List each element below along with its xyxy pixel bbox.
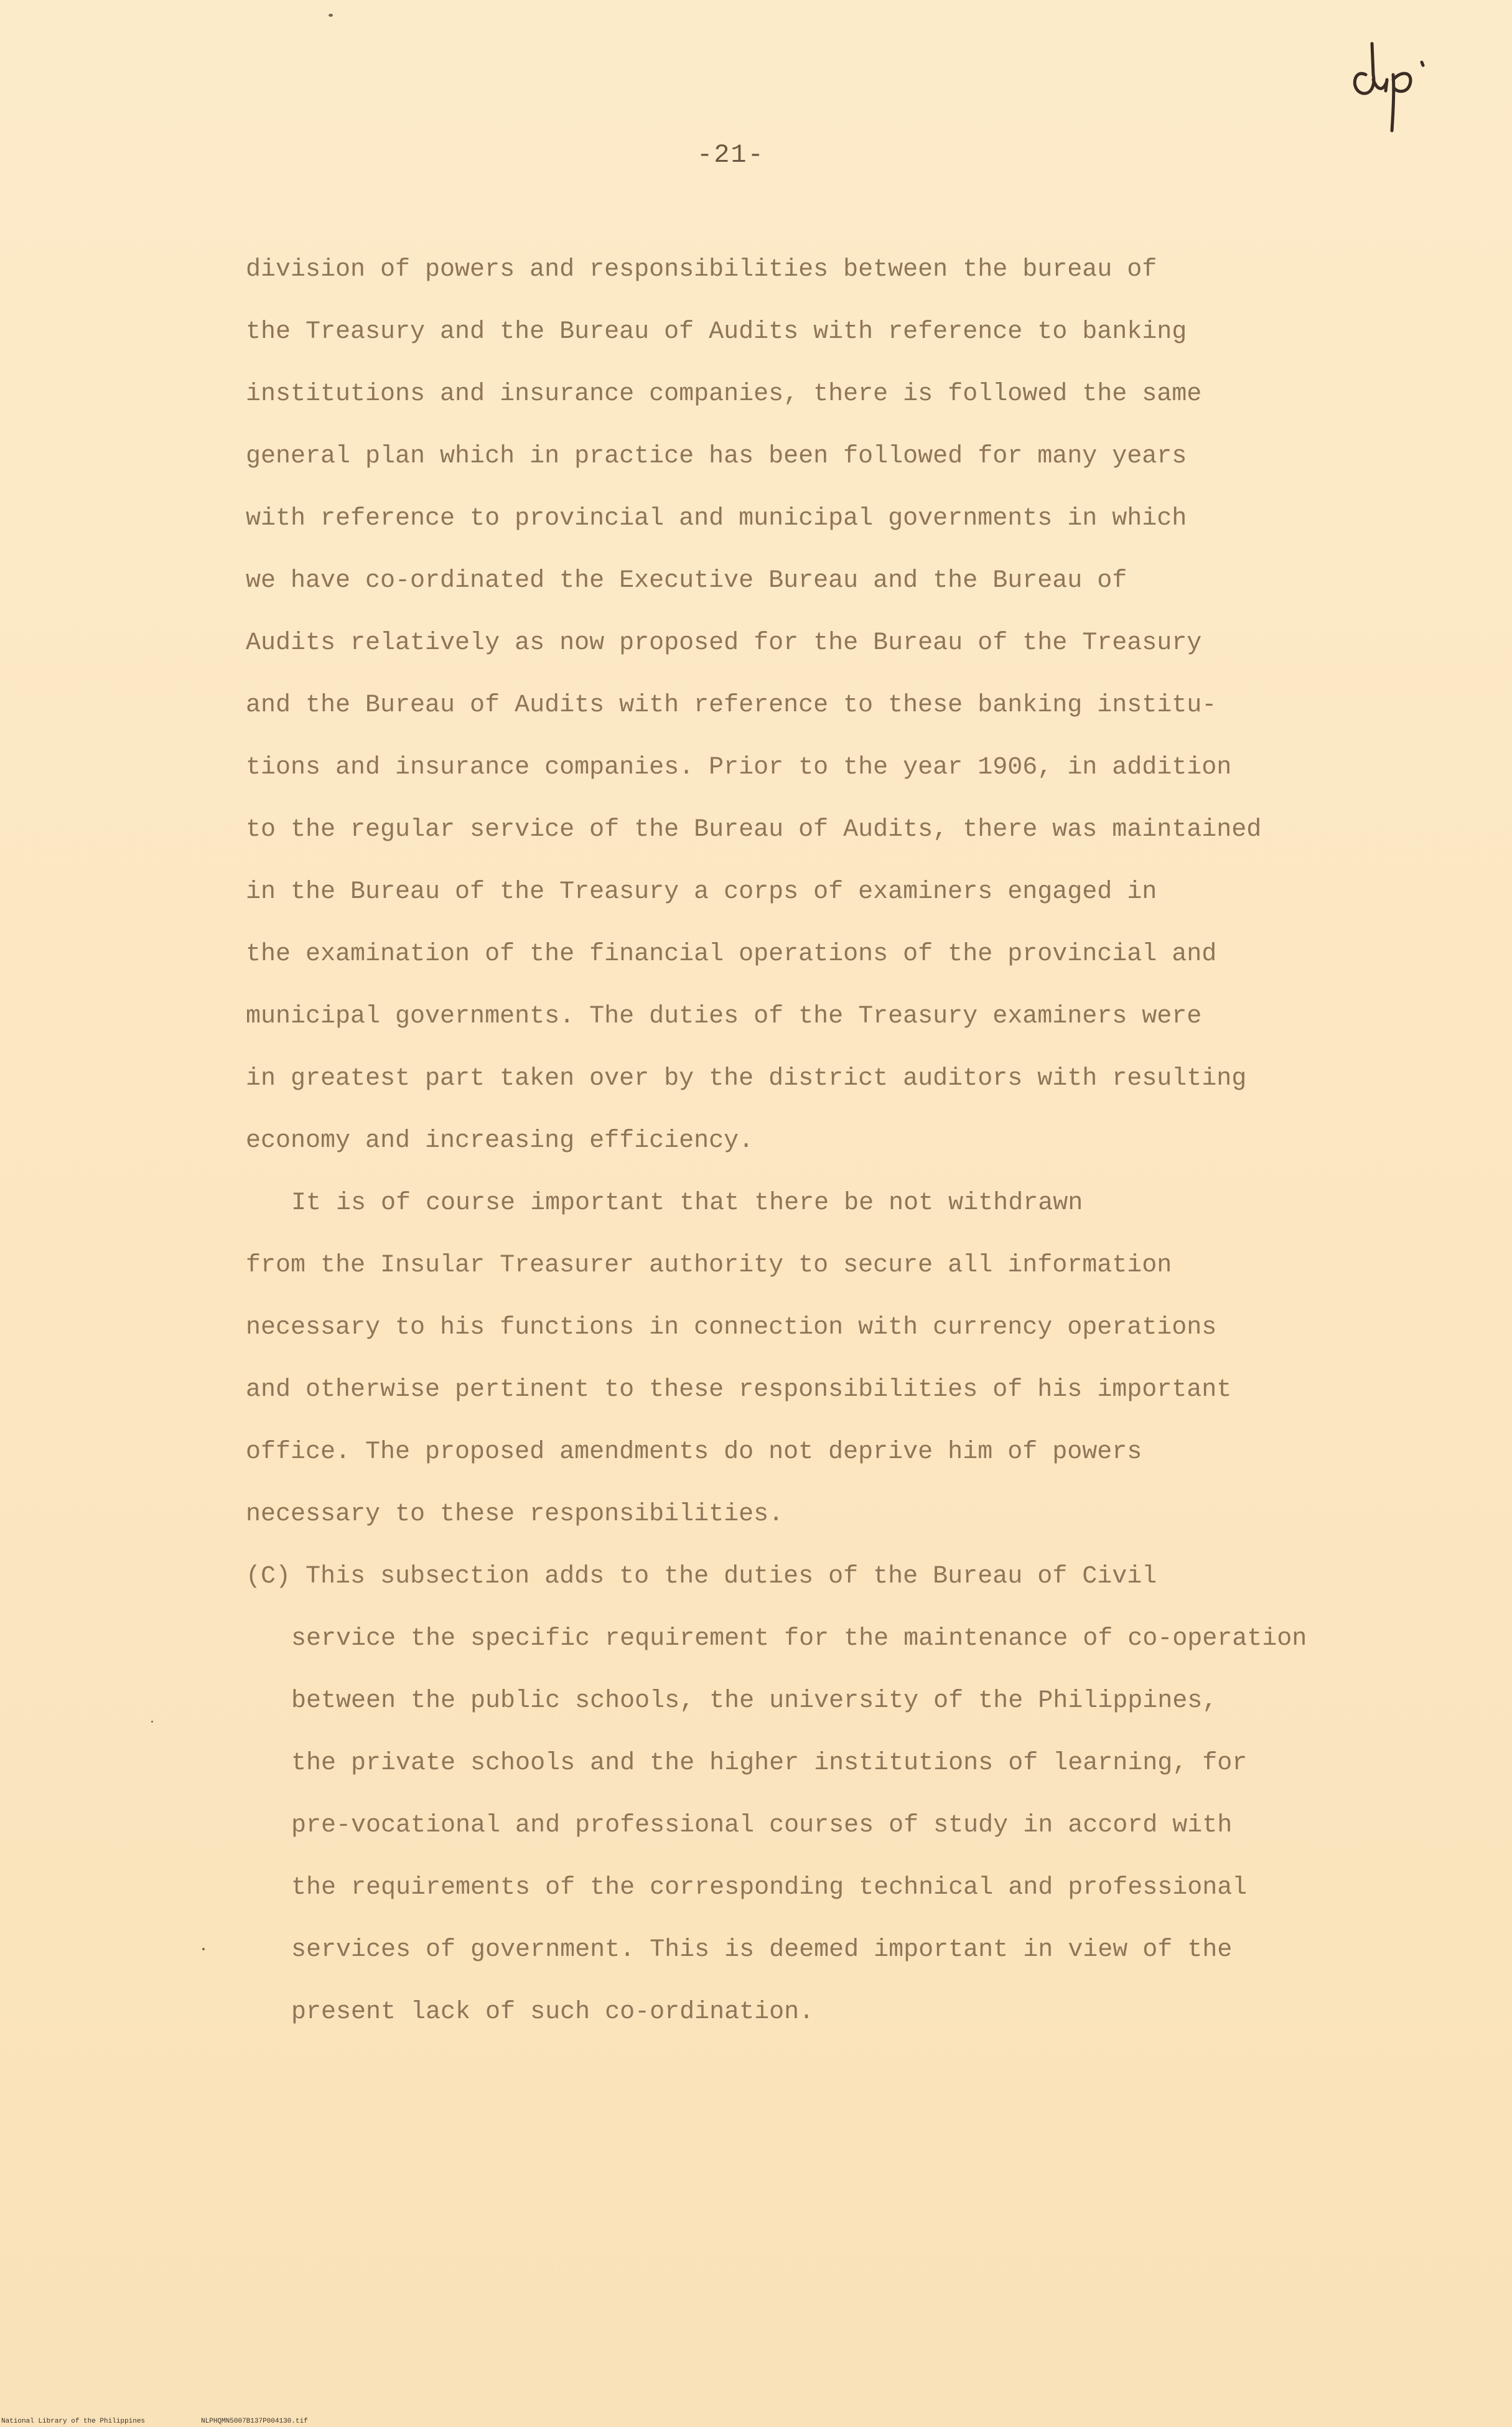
handwritten-dup-annotation — [1347, 31, 1434, 137]
text-line-11: in the Bureau of the Treasury a corps of examiners engaged in — [246, 878, 1157, 906]
text-line-18: necessary to his functions in connection with currency operations — [246, 1314, 1217, 1342]
text-line-9: tions and insurance companies. Prior to the year 1906, in addition — [246, 754, 1232, 782]
text-line-2: the Treasury and the Bureau of Audits with reference to banking — [246, 318, 1187, 346]
paper-speck — [329, 14, 333, 17]
text-line-16: It is of course important that there be not withdrawn — [291, 1189, 1083, 1217]
text-line-19: and otherwise pertinent to these responsibilities of his important — [246, 1376, 1232, 1404]
text-line-13: municipal governments. The duties of the Treasury examiners were — [246, 1003, 1202, 1031]
text-line-15: economy and increasing efficiency. — [246, 1127, 754, 1155]
text-line-8: and the Bureau of Audits with reference to these banking institu- — [246, 691, 1217, 719]
text-line-23: service the specific requirement for the maintenance of co-operation — [291, 1625, 1307, 1653]
text-line-12: the examination of the financial operations of the provincial and — [246, 940, 1217, 968]
scan-footer — [1, 2417, 364, 2426]
paper-speck — [202, 1948, 205, 1950]
page-number: -21- — [697, 140, 765, 170]
text-line-10: to the regular service of the Bureau of Audits, there was maintained — [246, 816, 1262, 844]
text-line-3: institutions and insurance companies, there is followed the same — [246, 380, 1202, 408]
text-line-29: present lack of such co-ordination. — [291, 1998, 814, 2026]
text-line-4: general plan which in practice has been followed for many years — [246, 442, 1187, 470]
text-line-21: necessary to these responsibilities. — [246, 1500, 784, 1528]
paper-speck — [151, 1721, 153, 1723]
text-line-7: Audits relatively as now proposed for the Bureau of the Treasury — [246, 629, 1202, 657]
text-line-28: services of government. This is deemed important in view of the — [291, 1936, 1233, 1964]
text-line-14: in greatest part taken over by the district auditors with resulting — [246, 1065, 1247, 1093]
text-line-24: between the public schools, the university of the Philippines, — [291, 1687, 1218, 1715]
text-line-6: we have co-ordinated the Executive Bureau and the Bureau of — [246, 567, 1127, 595]
text-line-20: office. The proposed amendments do not deprive him of powers — [246, 1438, 1142, 1466]
text-line-22: (C) This subsection adds to the duties of the Bureau of Civil — [246, 1563, 1157, 1591]
text-line-26: pre-vocational and professional courses of study in accord with — [291, 1812, 1233, 1840]
text-line-17: from the Insular Treasurer authority to secure all information — [246, 1251, 1172, 1279]
text-line-5: with reference to provincial and municipal governments in which — [246, 505, 1187, 533]
footer-library: National Library of the Philippines — [1, 2418, 146, 2425]
text-line-27: the requirements of the corresponding technical and professional — [291, 1874, 1248, 1902]
text-line-25: the private schools and the higher institutions of learning, for — [291, 1749, 1248, 1777]
footer-file-id: NLPHQMN5007B137P004130.tif — [201, 2418, 308, 2425]
text-line-1: division of powers and responsibilities between the bureau of — [246, 256, 1157, 284]
